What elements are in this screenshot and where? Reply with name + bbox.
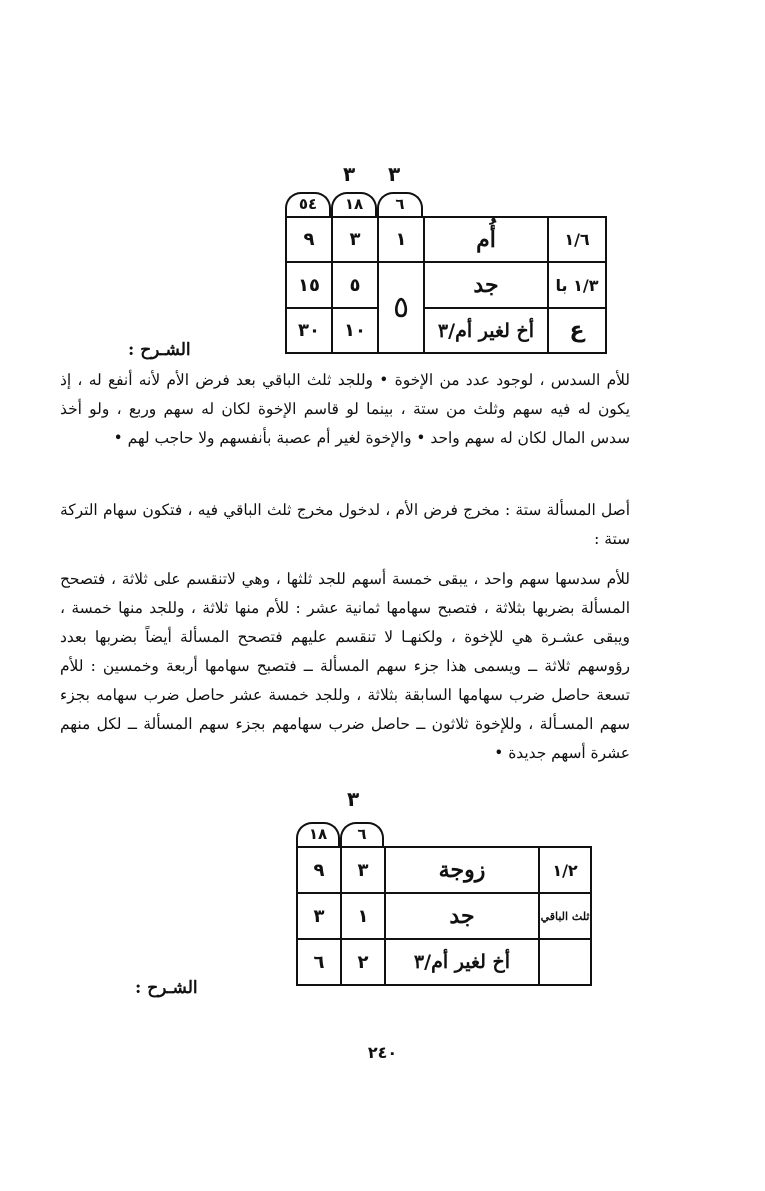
table1 [285,216,607,354]
table2-r2-fraction: ثلث الباقي [539,893,591,939]
table1-r1-col18: ٣ [332,217,378,262]
table1-r3-col18: ١٠ [332,308,378,353]
table1-r3-col54: ٣٠ [286,308,332,353]
table1-r2-col54: ١٥ [286,262,332,308]
table1-header-54: ٥٤ [285,192,331,216]
table1-r3-fraction: ع [548,308,606,353]
table1-header-18: ١٨ [331,192,377,216]
table1-r1-fraction: ١/٦ [548,217,606,262]
paragraph-2: أصل المسألة ستة : مخرج فرض الأم ، لدخول مخرج ثلث الباقي فيه ، فتكون سهام التركة ستة : [60,501,630,548]
table1-r2-party: جد [424,262,548,308]
table2-r1-fraction: ١/٢ [539,847,591,893]
table1-header-6: ٦ [377,192,423,216]
table1-r2-col18: ٥ [332,262,378,308]
table2-r3-party: أخ لغير أم/٣ [385,939,539,985]
explanation-label-2: الشـرح : [135,978,198,998]
table2-r3-col18: ٦ [297,939,341,985]
table1-r3-party: أخ لغير أم/٣ [424,308,548,353]
table1-top-mark-6: ٣ [388,162,401,186]
table2-r2-col6: ١ [341,893,385,939]
table2 [296,846,592,986]
table1-r1-party: أُم [424,217,548,262]
table2-r1-party: زوجة [385,847,539,893]
table2-header-6: ٦ [340,822,384,846]
explanation-label: الشـرح : [128,340,191,360]
table2-r1-col18: ٩ [297,847,341,893]
paragraph-1: للأم السدس ، لوجود عدد من الإخوة • وللجد ثلث الباقي بعد فرض الأم لأنه أنفع له ، إذ يكون له فيه سهم وثلث من ستة ، بينما لو قاسم الإخوة لكان له سهم وربع ، ولو أخذ سدس المال لكان له سهم واحد • والإخوة لغير أم عصبة بأنفسهم ولا حاجب لهم • [60,371,630,447]
table1-r2-fraction: ١/٣ با [548,262,606,308]
table2-r3-fraction [539,939,591,985]
table2-r1-col6: ٣ [341,847,385,893]
table2-r2-col18: ٣ [297,893,341,939]
table2-top-mark: ٣ [347,787,360,811]
table1-merged-base: ٥ [378,262,424,353]
paragraph-3: للأم سدسها سهم واحد ، يبقى خمسة أسهم للجد ثلثها ، وهي لاتنقسم على ثلاثة ، فتصحح المسألة بضربها بثلاثة ، فتصبح سهامها ثمانية عشر : للأم منها ثلاثة ، وللجد منها خمسة ، ويبقى عشـرة هي للإخوة ، ولكنهـا لا تنقسم عليهم فتصحح المسألة أيضاً بضربها بعدد رؤوسهم ثلاثة ــ ويسمى هذا جزء سهم المسألة ــ فتصبح سهامها أربعة وخمسين : للأم تسعة حاصل ضرب سهامها السابقة بثلاثة ، وللجد خمسة عشر حاصل ضرب سهامه بجزء سهم المسـألة ، وللإخوة ثلاثون ــ حاصل ضرب سهامهم بجزء سهم المسألة ــ لكل منهم عشرة أسهم جديدة • [60,570,630,762]
page-number: ٢٤٠ [367,1043,398,1062]
table2-r3-col6: ٢ [341,939,385,985]
table1-r1-col54: ٩ [286,217,332,262]
table2-header-18: ١٨ [296,822,340,846]
table1-r1-base: ١ [378,217,424,262]
table2-r2-party: جد [385,893,539,939]
table1-top-mark-18: ٣ [343,162,356,186]
